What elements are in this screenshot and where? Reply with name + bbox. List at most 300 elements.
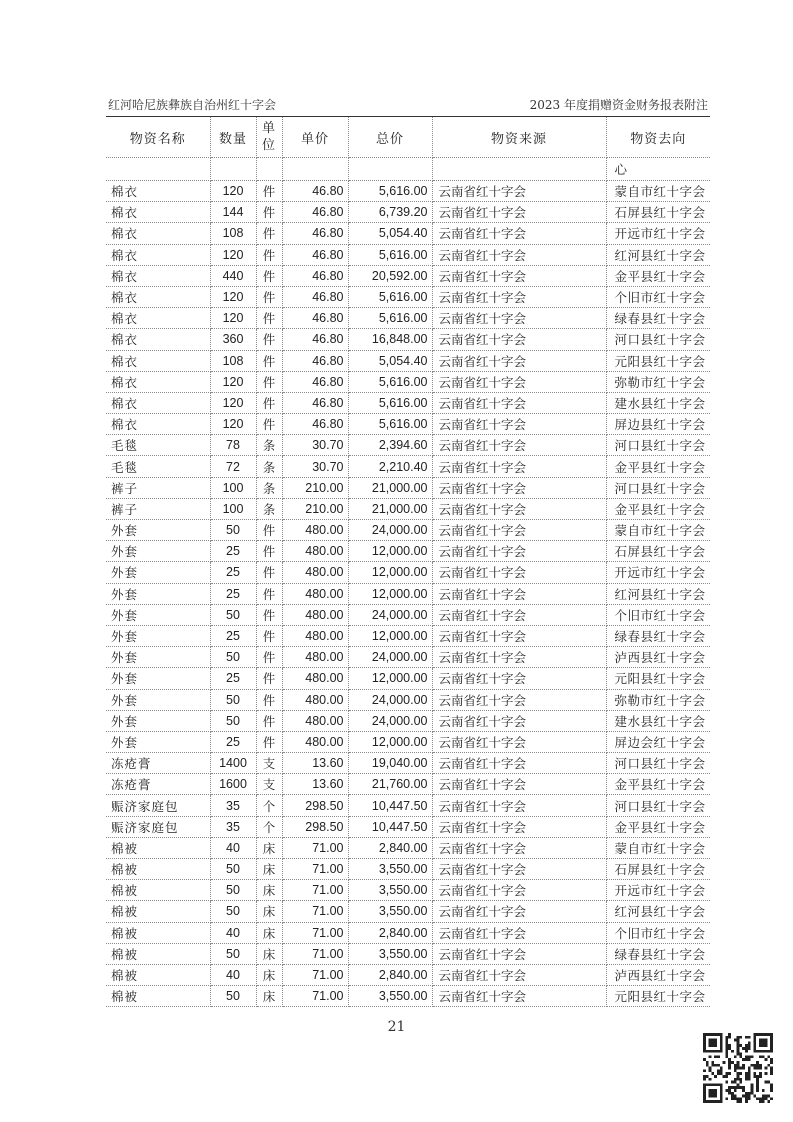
cell-name: 棉被	[106, 901, 210, 922]
cell-total: 10,447.50	[348, 795, 432, 816]
cell-total: 24,000.00	[348, 689, 432, 710]
cell-total: 21,000.00	[348, 498, 432, 519]
cell-price: 46.80	[282, 414, 348, 435]
cell-source: 云南省红十字会	[432, 901, 606, 922]
cell-unit: 件	[256, 244, 282, 265]
header-unit-text	[262, 121, 276, 153]
cell-dest: 个旧市红十字会	[606, 922, 710, 943]
cell-source: 云南省红十字会	[432, 265, 606, 286]
table-row	[106, 371, 710, 392]
organization-title: 红河哈尼族彝族自治州红十字会	[108, 98, 277, 112]
cell-total: 3,550.00	[348, 943, 432, 964]
cell-price: 71.00	[282, 880, 348, 901]
cell-source: 云南省红十字会	[432, 689, 606, 710]
cell-price: 13.60	[282, 774, 348, 795]
cell-qty: 50	[210, 604, 256, 625]
cell-name: 棉被	[106, 986, 210, 1007]
cell-qty: 35	[210, 795, 256, 816]
table-row	[106, 456, 710, 477]
cell-total: 2,840.00	[348, 964, 432, 985]
cell-qty: 108	[210, 350, 256, 371]
cell-empty	[432, 158, 606, 181]
cell-price: 210.00	[282, 477, 348, 498]
cell-dest: 元阳县红十字会	[606, 986, 710, 1007]
cell-price: 480.00	[282, 647, 348, 668]
cell-total: 3,550.00	[348, 986, 432, 1007]
cell-qty: 120	[210, 371, 256, 392]
cell-unit: 个	[256, 816, 282, 837]
cell-dest: 河口县红十字会	[606, 477, 710, 498]
cell-qty: 120	[210, 308, 256, 329]
header-name: 物资名称	[106, 117, 210, 158]
cell-name: 外套	[106, 583, 210, 604]
cell-dest: 个旧市红十字会	[606, 286, 710, 307]
cell-source: 云南省红十字会	[432, 350, 606, 371]
cell-total: 20,592.00	[348, 265, 432, 286]
table-row	[106, 286, 710, 307]
cell-price: 298.50	[282, 795, 348, 816]
page-header	[106, 96, 710, 114]
cell-source: 云南省红十字会	[432, 286, 606, 307]
cell-unit: 件	[256, 541, 282, 562]
cell-dest: 屏边县红十字会	[606, 414, 710, 435]
table-row	[106, 795, 710, 816]
cell-unit: 件	[256, 731, 282, 752]
cell-qty: 25	[210, 562, 256, 583]
cell-dest: 金平县红十字会	[606, 456, 710, 477]
cell-dest: 河口县红十字会	[606, 795, 710, 816]
cell-price: 46.80	[282, 286, 348, 307]
cell-price: 46.80	[282, 265, 348, 286]
header-unit-char: 单	[261, 121, 276, 136]
cell-name: 棉衣	[106, 308, 210, 329]
cell-name: 冻疮膏	[106, 753, 210, 774]
cell-source: 云南省红十字会	[432, 435, 606, 456]
cell-name: 外套	[106, 562, 210, 583]
cell-price: 46.80	[282, 329, 348, 350]
cell-qty: 120	[210, 392, 256, 413]
table-row	[106, 943, 710, 964]
cell-qty: 120	[210, 181, 256, 202]
table-row	[106, 774, 710, 795]
cell-dest: 元阳县红十字会	[606, 668, 710, 689]
cell-source: 云南省红十字会	[432, 816, 606, 837]
cell-price: 480.00	[282, 710, 348, 731]
cell-total: 10,447.50	[348, 816, 432, 837]
cell-source: 云南省红十字会	[432, 329, 606, 350]
cell-qty: 25	[210, 625, 256, 646]
cell-unit: 件	[256, 223, 282, 244]
cell-dest: 红河县红十字会	[606, 583, 710, 604]
cell-total: 5,616.00	[348, 181, 432, 202]
cell-price: 71.00	[282, 922, 348, 943]
cell-qty: 50	[210, 859, 256, 880]
cell-source: 云南省红十字会	[432, 964, 606, 985]
cell-qty: 100	[210, 498, 256, 519]
page-number: 21	[387, 1019, 406, 1035]
cell-total: 5,616.00	[348, 286, 432, 307]
cell-total: 3,550.00	[348, 901, 432, 922]
cell-source: 云南省红十字会	[432, 477, 606, 498]
cell-price: 71.00	[282, 859, 348, 880]
cell-source: 云南省红十字会	[432, 837, 606, 858]
cell-name: 棉被	[106, 943, 210, 964]
cell-name: 棉被	[106, 837, 210, 858]
cell-total: 24,000.00	[348, 604, 432, 625]
cell-price: 30.70	[282, 435, 348, 456]
cell-dest: 建水县红十字会	[606, 392, 710, 413]
cell-total: 24,000.00	[348, 647, 432, 668]
table-row	[106, 647, 710, 668]
cell-source: 云南省红十字会	[432, 583, 606, 604]
cell-source: 云南省红十字会	[432, 625, 606, 646]
cell-qty: 72	[210, 456, 256, 477]
cell-price: 480.00	[282, 668, 348, 689]
cell-dest: 建水县红十字会	[606, 710, 710, 731]
cell-total: 5,616.00	[348, 414, 432, 435]
header-price: 单价	[282, 117, 348, 158]
header-total: 总价	[348, 117, 432, 158]
cell-total: 2,210.40	[348, 456, 432, 477]
table-row	[106, 329, 710, 350]
cell-qty: 40	[210, 922, 256, 943]
cell-price: 71.00	[282, 986, 348, 1007]
cell-qty: 50	[210, 986, 256, 1007]
cell-total: 19,040.00	[348, 753, 432, 774]
header-unit	[256, 117, 282, 158]
cell-price: 71.00	[282, 837, 348, 858]
cell-total: 12,000.00	[348, 668, 432, 689]
cell-total: 2,394.60	[348, 435, 432, 456]
cell-qty: 120	[210, 244, 256, 265]
table-row	[106, 202, 710, 223]
cell-dest: 蒙自市红十字会	[606, 520, 710, 541]
cell-source: 云南省红十字会	[432, 731, 606, 752]
cell-qty: 50	[210, 520, 256, 541]
cell-name: 外套	[106, 520, 210, 541]
cell-unit: 床	[256, 964, 282, 985]
cell-dest: 元阳县红十字会	[606, 350, 710, 371]
cell-qty: 50	[210, 710, 256, 731]
cell-unit: 件	[256, 392, 282, 413]
cell-price: 46.80	[282, 308, 348, 329]
cell-total: 5,616.00	[348, 392, 432, 413]
cell-source: 云南省红十字会	[432, 223, 606, 244]
table-row	[106, 731, 710, 752]
continuation-row	[106, 158, 710, 181]
cell-name: 外套	[106, 731, 210, 752]
cell-dest: 绿春县红十字会	[606, 625, 710, 646]
cell-qty: 360	[210, 329, 256, 350]
table-row	[106, 964, 710, 985]
cell-source: 云南省红十字会	[432, 541, 606, 562]
table-row	[106, 265, 710, 286]
table-row	[106, 604, 710, 625]
cell-price: 46.80	[282, 350, 348, 371]
table-row	[106, 541, 710, 562]
cell-price: 480.00	[282, 625, 348, 646]
cell-dest: 弥勒市红十字会	[606, 689, 710, 710]
cell-dest: 绿春县红十字会	[606, 308, 710, 329]
cell-empty	[348, 158, 432, 181]
donation-materials-table	[106, 117, 710, 1007]
table-row	[106, 689, 710, 710]
cell-name: 棉衣	[106, 371, 210, 392]
cell-name: 毛毯	[106, 456, 210, 477]
cell-dest: 金平县红十字会	[606, 265, 710, 286]
header-source: 物资来源	[432, 117, 606, 158]
cell-price: 480.00	[282, 604, 348, 625]
cell-qty: 78	[210, 435, 256, 456]
cell-name: 裤子	[106, 498, 210, 519]
cell-unit: 件	[256, 202, 282, 223]
cell-qty: 40	[210, 837, 256, 858]
cell-name: 赈济家庭包	[106, 795, 210, 816]
cell-unit: 件	[256, 604, 282, 625]
cell-total: 16,848.00	[348, 329, 432, 350]
cell-source: 云南省红十字会	[432, 181, 606, 202]
cell-unit: 件	[256, 647, 282, 668]
cell-dest: 绿春县红十字会	[606, 943, 710, 964]
cell-total: 12,000.00	[348, 562, 432, 583]
cell-name: 棉衣	[106, 350, 210, 371]
cell-dest: 蒙自市红十字会	[606, 181, 710, 202]
cell-unit: 床	[256, 859, 282, 880]
cell-dest: 红河县红十字会	[606, 244, 710, 265]
table-row	[106, 498, 710, 519]
cell-dest: 石屏县红十字会	[606, 202, 710, 223]
cell-dest: 金平县红十字会	[606, 498, 710, 519]
cell-source: 云南省红十字会	[432, 710, 606, 731]
cell-total: 24,000.00	[348, 710, 432, 731]
table-row	[106, 181, 710, 202]
cell-price: 46.80	[282, 371, 348, 392]
cell-name: 外套	[106, 604, 210, 625]
cell-price: 13.60	[282, 753, 348, 774]
header-qty: 数量	[210, 117, 256, 158]
cell-source: 云南省红十字会	[432, 308, 606, 329]
cell-unit: 件	[256, 181, 282, 202]
cell-price: 298.50	[282, 816, 348, 837]
cell-unit: 件	[256, 583, 282, 604]
cell-unit: 件	[256, 668, 282, 689]
cell-empty	[210, 158, 256, 181]
table-row	[106, 753, 710, 774]
header-dest: 物资去向	[606, 117, 710, 158]
table-row	[106, 880, 710, 901]
cell-unit: 条	[256, 498, 282, 519]
cell-source: 云南省红十字会	[432, 795, 606, 816]
cell-dest: 泸西县红十字会	[606, 964, 710, 985]
table-row	[106, 859, 710, 880]
cell-total: 5,616.00	[348, 371, 432, 392]
cell-name: 棉被	[106, 964, 210, 985]
cell-unit: 床	[256, 837, 282, 858]
cell-unit: 件	[256, 520, 282, 541]
cell-dest-continuation: 心	[606, 158, 710, 181]
cell-name: 棉衣	[106, 329, 210, 350]
cell-source: 云南省红十字会	[432, 880, 606, 901]
cell-dest: 金平县红十字会	[606, 774, 710, 795]
cell-name: 棉被	[106, 880, 210, 901]
cell-unit: 件	[256, 414, 282, 435]
cell-dest: 开远市红十字会	[606, 223, 710, 244]
cell-dest: 河口县红十字会	[606, 435, 710, 456]
cell-price: 480.00	[282, 541, 348, 562]
cell-qty: 1600	[210, 774, 256, 795]
cell-price: 210.00	[282, 498, 348, 519]
cell-empty	[282, 158, 348, 181]
table-row	[106, 901, 710, 922]
table-row	[106, 223, 710, 244]
cell-unit: 支	[256, 753, 282, 774]
table-row	[106, 562, 710, 583]
cell-name: 冻疮膏	[106, 774, 210, 795]
cell-source: 云南省红十字会	[432, 371, 606, 392]
cell-name: 棉衣	[106, 202, 210, 223]
table-row	[106, 583, 710, 604]
cell-price: 71.00	[282, 901, 348, 922]
cell-source: 云南省红十字会	[432, 498, 606, 519]
table-row	[106, 837, 710, 858]
cell-unit: 件	[256, 371, 282, 392]
cell-total: 12,000.00	[348, 583, 432, 604]
cell-source: 云南省红十字会	[432, 986, 606, 1007]
cell-total: 3,550.00	[348, 880, 432, 901]
cell-source: 云南省红十字会	[432, 647, 606, 668]
table-row	[106, 986, 710, 1007]
cell-total: 2,840.00	[348, 922, 432, 943]
cell-name: 外套	[106, 710, 210, 731]
cell-price: 46.80	[282, 181, 348, 202]
cell-dest: 河口县红十字会	[606, 329, 710, 350]
cell-unit: 床	[256, 922, 282, 943]
cell-total: 12,000.00	[348, 541, 432, 562]
cell-dest: 石屏县红十字会	[606, 541, 710, 562]
cell-dest: 红河县红十字会	[606, 901, 710, 922]
cell-unit: 件	[256, 689, 282, 710]
cell-name: 外套	[106, 625, 210, 646]
cell-name: 棉衣	[106, 181, 210, 202]
cell-dest: 泸西县红十字会	[606, 647, 710, 668]
cell-qty: 50	[210, 647, 256, 668]
cell-source: 云南省红十字会	[432, 414, 606, 435]
cell-price: 480.00	[282, 583, 348, 604]
cell-total: 24,000.00	[348, 520, 432, 541]
cell-dest: 金平县红十字会	[606, 816, 710, 837]
cell-price: 46.80	[282, 202, 348, 223]
table-row	[106, 520, 710, 541]
cell-unit: 床	[256, 880, 282, 901]
cell-qty: 25	[210, 583, 256, 604]
cell-total: 21,760.00	[348, 774, 432, 795]
cell-unit: 件	[256, 710, 282, 731]
cell-source: 云南省红十字会	[432, 668, 606, 689]
table-row	[106, 816, 710, 837]
cell-qty: 144	[210, 202, 256, 223]
cell-source: 云南省红十字会	[432, 774, 606, 795]
cell-price: 46.80	[282, 223, 348, 244]
cell-price: 46.80	[282, 244, 348, 265]
cell-total: 5,054.40	[348, 223, 432, 244]
cell-total: 12,000.00	[348, 625, 432, 646]
qr-code-icon	[703, 1033, 773, 1103]
cell-unit: 床	[256, 901, 282, 922]
cell-dest: 屏边会红十字会	[606, 731, 710, 752]
cell-qty: 25	[210, 668, 256, 689]
cell-unit: 条	[256, 435, 282, 456]
cell-unit: 件	[256, 350, 282, 371]
header-unit-char: 位	[261, 138, 276, 153]
cell-name: 赈济家庭包	[106, 816, 210, 837]
cell-name: 棉被	[106, 859, 210, 880]
cell-unit: 支	[256, 774, 282, 795]
cell-total: 21,000.00	[348, 477, 432, 498]
cell-unit: 件	[256, 286, 282, 307]
cell-qty: 25	[210, 731, 256, 752]
cell-source: 云南省红十字会	[432, 244, 606, 265]
cell-qty: 108	[210, 223, 256, 244]
cell-total: 6,739.20	[348, 202, 432, 223]
cell-unit: 件	[256, 308, 282, 329]
cell-price: 480.00	[282, 562, 348, 583]
cell-total: 3,550.00	[348, 859, 432, 880]
cell-source: 云南省红十字会	[432, 943, 606, 964]
cell-qty: 50	[210, 880, 256, 901]
cell-unit: 个	[256, 795, 282, 816]
cell-name: 外套	[106, 647, 210, 668]
cell-source: 云南省红十字会	[432, 753, 606, 774]
cell-qty: 1400	[210, 753, 256, 774]
table-row	[106, 308, 710, 329]
cell-qty: 50	[210, 689, 256, 710]
cell-price: 46.80	[282, 392, 348, 413]
table-row	[106, 922, 710, 943]
cell-qty: 35	[210, 816, 256, 837]
cell-qty: 25	[210, 541, 256, 562]
cell-unit: 床	[256, 986, 282, 1007]
cell-dest: 开远市红十字会	[606, 880, 710, 901]
cell-name: 棉衣	[106, 286, 210, 307]
cell-qty: 440	[210, 265, 256, 286]
cell-total: 5,054.40	[348, 350, 432, 371]
table-row	[106, 414, 710, 435]
cell-source: 云南省红十字会	[432, 202, 606, 223]
cell-source: 云南省红十字会	[432, 562, 606, 583]
cell-unit: 件	[256, 329, 282, 350]
cell-price: 480.00	[282, 731, 348, 752]
cell-dest: 蒙自市红十字会	[606, 837, 710, 858]
table-row	[106, 668, 710, 689]
table-row	[106, 435, 710, 456]
cell-total: 5,616.00	[348, 308, 432, 329]
table-header-row	[106, 117, 710, 158]
cell-unit: 件	[256, 265, 282, 286]
cell-name: 毛毯	[106, 435, 210, 456]
cell-qty: 120	[210, 414, 256, 435]
cell-name: 棉被	[106, 922, 210, 943]
cell-unit: 床	[256, 943, 282, 964]
cell-price: 30.70	[282, 456, 348, 477]
cell-qty: 40	[210, 964, 256, 985]
cell-unit: 件	[256, 625, 282, 646]
cell-name: 外套	[106, 541, 210, 562]
cell-source: 云南省红十字会	[432, 456, 606, 477]
cell-unit: 条	[256, 456, 282, 477]
cell-name: 外套	[106, 689, 210, 710]
cell-price: 71.00	[282, 964, 348, 985]
table-row	[106, 710, 710, 731]
